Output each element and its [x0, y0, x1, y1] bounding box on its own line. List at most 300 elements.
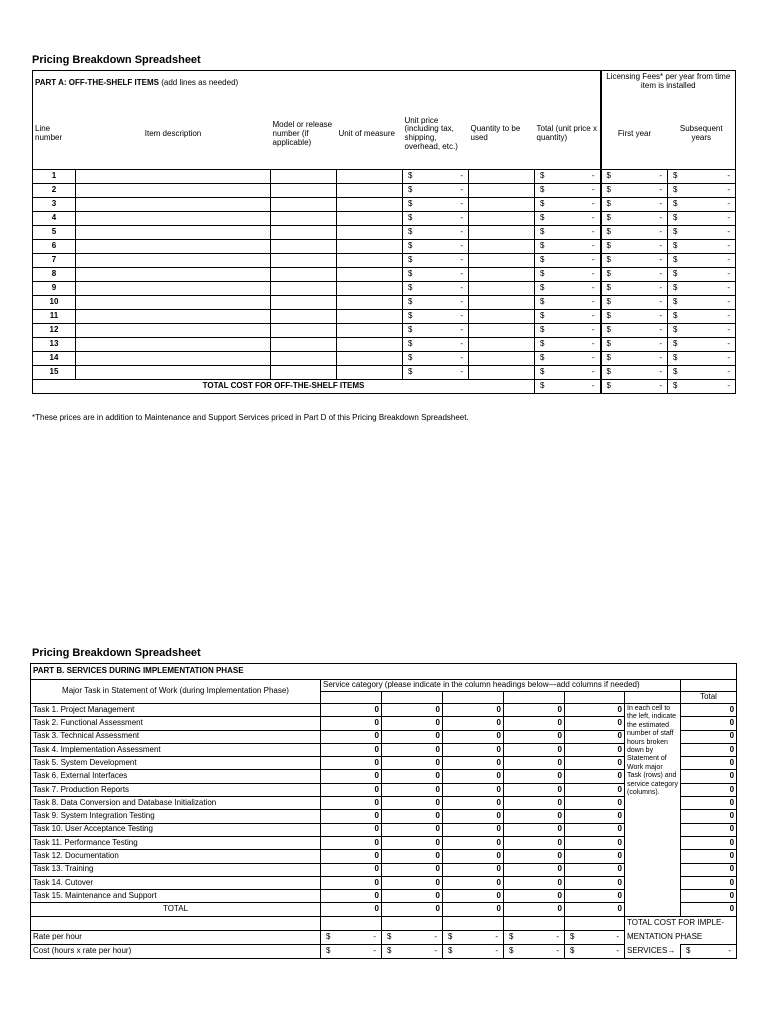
subsequent-years-cell: $ - [668, 282, 736, 296]
model-cell[interactable] [271, 282, 337, 296]
hours-cell[interactable]: 0 [504, 730, 565, 743]
hours-cell[interactable]: 0 [382, 850, 443, 863]
item-row [33, 212, 736, 226]
unit-price-cell: $ - [403, 296, 469, 310]
first-year-cell: $ - [601, 226, 668, 240]
quantity-cell[interactable] [469, 226, 535, 240]
hours-cell[interactable]: 0 [443, 717, 504, 730]
task-label: Task 11. Performance Testing [31, 836, 321, 849]
quantity-cell[interactable] [469, 366, 535, 380]
hours-cell[interactable]: 0 [382, 730, 443, 743]
hours-cell[interactable]: 0 [443, 850, 504, 863]
part-a-footnote: *These prices are in addition to Maintenance and Support Services priced in Part D of this Pricing Breakdown Spreadsheet. [32, 413, 469, 422]
quantity-cell[interactable] [469, 338, 535, 352]
task-label: Task 10. User Acceptance Testing [31, 823, 321, 836]
hours-cell[interactable]: 0 [443, 797, 504, 810]
unit-price-cell: $ - [403, 268, 469, 282]
first-year-cell: $ - [601, 212, 668, 226]
quantity-cell[interactable] [469, 310, 535, 324]
hours-cell[interactable]: 0 [443, 876, 504, 889]
first-year-cell: $ - [601, 198, 668, 212]
task-label: Task 2. Functional Assessment [31, 717, 321, 730]
task-label: Task 8. Data Conversion and Database Initialization [31, 797, 321, 810]
hours-cell[interactable]: 0 [321, 730, 382, 743]
hours-cell[interactable]: 0 [565, 743, 625, 756]
subsequent-years-cell: $ - [668, 226, 736, 240]
cost-label: Cost (hours x rate per hour) [31, 944, 321, 958]
col-subsequent-years: Subsequent years [668, 100, 736, 170]
column-total-cell[interactable]: 0 [382, 903, 443, 916]
item-description-cell[interactable] [76, 184, 271, 198]
hours-cell[interactable]: 0 [321, 823, 382, 836]
first-year-cell: $ - [601, 352, 668, 366]
line-number: 10 [33, 296, 76, 310]
item-description-cell[interactable] [76, 170, 271, 184]
hours-cell[interactable]: 0 [504, 757, 565, 770]
quantity-cell[interactable] [469, 254, 535, 268]
service-category-1 [321, 692, 382, 704]
subsequent-years-cell: $ - [668, 352, 736, 366]
unit-price-cell: $ - [403, 338, 469, 352]
hours-cell[interactable]: 0 [443, 823, 504, 836]
col-total: Total (unit price x quantity) [535, 100, 601, 170]
hours-cell[interactable]: 0 [321, 783, 382, 796]
service-category-header: Service category (please indicate in the column headings below—add columns if needed) [321, 680, 681, 692]
item-row [33, 184, 736, 198]
hours-cell[interactable]: 0 [321, 770, 382, 783]
col-item-description: Item description [76, 100, 271, 170]
total-cell: $ - [535, 240, 601, 254]
hours-cell[interactable]: 0 [504, 876, 565, 889]
item-row [33, 198, 736, 212]
rate-cell[interactable]: $ - [565, 930, 625, 944]
subsequent-years-cell: $ - [668, 212, 736, 226]
task-label: Task 7. Production Reports [31, 783, 321, 796]
hours-cell[interactable]: 0 [504, 704, 565, 717]
total-cell: $ - [535, 352, 601, 366]
subsequent-years-cell: $ - [668, 170, 736, 184]
total-cell: $ - [535, 170, 601, 184]
unit-measure-cell[interactable] [337, 184, 403, 198]
hours-cell[interactable]: 0 [443, 783, 504, 796]
hours-cell[interactable]: 0 [565, 704, 625, 717]
quantity-cell[interactable] [469, 324, 535, 338]
model-cell[interactable] [271, 310, 337, 324]
item-row [33, 366, 736, 380]
unit-measure-cell[interactable] [337, 282, 403, 296]
off-the-shelf-items-table [32, 70, 736, 394]
hours-cell[interactable]: 0 [443, 704, 504, 717]
hours-cell[interactable]: 0 [565, 717, 625, 730]
hours-cell[interactable]: 0 [382, 704, 443, 717]
hours-cell[interactable]: 0 [321, 743, 382, 756]
first-year-cell: $ - [601, 268, 668, 282]
total-cell: $ - [535, 324, 601, 338]
item-row [33, 170, 736, 184]
item-row [33, 296, 736, 310]
first-year-cell: $ - [601, 282, 668, 296]
cost-cell[interactable]: $ - [443, 944, 504, 958]
col-unit-price: Unit price (including tax, shipping, overhead, etc.) [403, 100, 469, 170]
part-a-page-title: Pricing Breakdown Spreadsheet [32, 54, 201, 66]
hours-cell[interactable]: 0 [504, 797, 565, 810]
rate-cell[interactable]: $ - [382, 930, 443, 944]
first-year-cell: $ - [601, 338, 668, 352]
unit-price-cell: $ - [403, 324, 469, 338]
cost-cell[interactable]: $ - [382, 944, 443, 958]
task-total-cell[interactable]: 0 [681, 850, 737, 863]
licensing-fees-header: Licensing Fees* per year from time item is installed [601, 71, 736, 100]
first-year-cell: $ - [601, 170, 668, 184]
model-cell[interactable] [271, 366, 337, 380]
model-cell[interactable] [271, 212, 337, 226]
hours-cell[interactable]: 0 [382, 890, 443, 903]
hours-cell[interactable]: 0 [321, 757, 382, 770]
line-number: 13 [33, 338, 76, 352]
task-total-cell[interactable]: 0 [681, 876, 737, 889]
task-total-cell[interactable]: 0 [681, 863, 737, 876]
model-cell[interactable] [271, 324, 337, 338]
first-year-total-value: $ - [601, 380, 668, 394]
first-year-cell: $ - [601, 310, 668, 324]
item-description-cell[interactable] [76, 282, 271, 296]
hours-cell[interactable]: 0 [321, 810, 382, 823]
line-number: 15 [33, 366, 76, 380]
line-number: 8 [33, 268, 76, 282]
hours-cell[interactable]: 0 [504, 783, 565, 796]
line-number: 2 [33, 184, 76, 198]
hours-cell[interactable]: 0 [443, 863, 504, 876]
task-total-cell[interactable]: 0 [681, 717, 737, 730]
line-number: 14 [33, 352, 76, 366]
column-total-cell[interactable]: 0 [443, 903, 504, 916]
line-number: 9 [33, 282, 76, 296]
part-b-page-title: Pricing Breakdown Spreadsheet [32, 647, 201, 659]
rate-cell[interactable]: $ - [321, 930, 382, 944]
hours-cell[interactable]: 0 [565, 730, 625, 743]
first-year-cell: $ - [601, 296, 668, 310]
model-cell[interactable] [271, 268, 337, 282]
unit-measure-cell[interactable] [337, 310, 403, 324]
hours-cell[interactable]: 0 [382, 757, 443, 770]
hours-cell[interactable]: 0 [321, 717, 382, 730]
hours-cell[interactable]: 0 [443, 743, 504, 756]
task-label: Task 14. Cutover [31, 876, 321, 889]
quantity-cell[interactable] [469, 170, 535, 184]
item-row [33, 352, 736, 366]
unit-measure-cell[interactable] [337, 268, 403, 282]
hours-cell[interactable]: 0 [382, 863, 443, 876]
item-description-cell[interactable] [76, 240, 271, 254]
first-year-cell: $ - [601, 240, 668, 254]
task-total-cell[interactable]: 0 [681, 836, 737, 849]
total-cost-label-2: MENTATION PHASE [625, 930, 737, 944]
unit-measure-cell[interactable] [337, 212, 403, 226]
hours-cell[interactable]: 0 [565, 890, 625, 903]
off-the-shelf-total-label: TOTAL COST FOR OFF-THE-SHELF ITEMS [33, 380, 535, 394]
hours-cell[interactable]: 0 [382, 717, 443, 730]
hours-cell[interactable]: 0 [504, 850, 565, 863]
hours-cell[interactable]: 0 [382, 823, 443, 836]
subsequent-years-cell: $ - [668, 324, 736, 338]
task-total-cell[interactable]: 0 [681, 890, 737, 903]
unit-price-cell: $ - [403, 226, 469, 240]
hours-cell[interactable]: 0 [565, 797, 625, 810]
item-description-cell[interactable] [76, 324, 271, 338]
task-total-cell[interactable]: 0 [681, 783, 737, 796]
hours-cell[interactable]: 0 [321, 836, 382, 849]
unit-price-cell: $ - [403, 366, 469, 380]
total-cell: $ - [535, 268, 601, 282]
hours-cell[interactable]: 0 [382, 743, 443, 756]
task-total-cell[interactable]: 0 [681, 704, 737, 717]
item-row [33, 240, 736, 254]
instruction-note: In each cell to the left, indicate the estimated number of staff hours broken down by Statement of Work major Task (rows) and service category (columns). [625, 704, 681, 917]
line-number: 12 [33, 324, 76, 338]
task-total-cell[interactable]: 0 [681, 743, 737, 756]
first-year-cell: $ - [601, 184, 668, 198]
item-description-cell[interactable] [76, 254, 271, 268]
part-b-heading: PART B. SERVICES DURING IMPLEMENTATION PHASE [31, 664, 737, 680]
subsequent-years-total-value: $ - [668, 380, 736, 394]
total-cell: $ - [535, 212, 601, 226]
hours-cell[interactable]: 0 [321, 876, 382, 889]
column-total-cell[interactable]: 0 [504, 903, 565, 916]
subsequent-years-cell: $ - [668, 198, 736, 212]
hours-cell[interactable]: 0 [565, 863, 625, 876]
unit-measure-cell[interactable] [337, 198, 403, 212]
unit-measure-cell[interactable] [337, 170, 403, 184]
total-cost-label-3: SERVICES→ [625, 944, 681, 958]
cost-cell[interactable]: $ - [321, 944, 382, 958]
hours-cell[interactable]: 0 [382, 797, 443, 810]
unit-price-cell: $ - [403, 212, 469, 226]
item-row [33, 324, 736, 338]
col-first-year: First year [601, 100, 668, 170]
unit-price-cell: $ - [403, 254, 469, 268]
total-cell: $ - [535, 254, 601, 268]
quantity-cell[interactable] [469, 240, 535, 254]
hours-cell[interactable]: 0 [504, 810, 565, 823]
grand-total-hours[interactable]: 0 [681, 903, 737, 916]
cost-cell[interactable]: $ - [565, 944, 625, 958]
hours-cell[interactable]: 0 [565, 757, 625, 770]
hours-cell[interactable]: 0 [565, 836, 625, 849]
quantity-cell[interactable] [469, 184, 535, 198]
col-line-number: Line number [33, 100, 76, 170]
rate-per-hour-label: Rate per hour [31, 930, 321, 944]
hours-cell[interactable]: 0 [382, 783, 443, 796]
unit-measure-cell[interactable] [337, 240, 403, 254]
model-cell[interactable] [271, 296, 337, 310]
rate-cell[interactable]: $ - [504, 930, 565, 944]
hours-cell[interactable]: 0 [443, 757, 504, 770]
task-label: Task 4. Implementation Assessment [31, 743, 321, 756]
implementation-services-table [30, 663, 737, 959]
quantity-cell[interactable] [469, 352, 535, 366]
model-cell[interactable] [271, 184, 337, 198]
hours-cell[interactable]: 0 [382, 876, 443, 889]
hours-cell[interactable]: 0 [504, 890, 565, 903]
unit-price-cell: $ - [403, 170, 469, 184]
item-description-cell[interactable] [76, 198, 271, 212]
subsequent-years-cell: $ - [668, 296, 736, 310]
hours-cell[interactable]: 0 [565, 876, 625, 889]
item-description-cell[interactable] [76, 338, 271, 352]
hours-cell[interactable]: 0 [565, 810, 625, 823]
hours-cell[interactable]: 0 [321, 850, 382, 863]
task-total-cell[interactable]: 0 [681, 757, 737, 770]
item-row [33, 310, 736, 324]
task-label: Task 13. Training [31, 863, 321, 876]
unit-measure-cell[interactable] [337, 324, 403, 338]
first-year-cell: $ - [601, 366, 668, 380]
hours-cell[interactable]: 0 [504, 743, 565, 756]
line-number: 4 [33, 212, 76, 226]
task-total-cell[interactable]: 0 [681, 730, 737, 743]
hours-cell[interactable]: 0 [443, 890, 504, 903]
task-label: Task 3. Technical Assessment [31, 730, 321, 743]
model-cell[interactable] [271, 170, 337, 184]
total-header: Total [681, 692, 737, 704]
hours-cell[interactable]: 0 [565, 770, 625, 783]
task-total-cell[interactable]: 0 [681, 823, 737, 836]
total-cell: $ - [535, 310, 601, 324]
subsequent-years-cell: $ - [668, 310, 736, 324]
hours-cell[interactable]: 0 [565, 823, 625, 836]
task-label: Task 5. System Development [31, 757, 321, 770]
hours-cell[interactable]: 0 [565, 783, 625, 796]
hours-cell[interactable]: 0 [382, 836, 443, 849]
quantity-cell[interactable] [469, 282, 535, 296]
hours-cell[interactable]: 0 [504, 770, 565, 783]
unit-measure-cell[interactable] [337, 296, 403, 310]
column-total-cell[interactable]: 0 [321, 903, 382, 916]
hours-cell[interactable]: 0 [321, 797, 382, 810]
hours-cell[interactable]: 0 [443, 730, 504, 743]
item-row [33, 226, 736, 240]
hours-cell[interactable]: 0 [504, 823, 565, 836]
col-model-release: Model or release number (if applicable) [271, 100, 337, 170]
unit-price-cell: $ - [403, 240, 469, 254]
cost-cell[interactable]: $ - [504, 944, 565, 958]
hours-cell[interactable]: 0 [321, 890, 382, 903]
unit-price-cell: $ - [403, 198, 469, 212]
total-cell: $ - [535, 338, 601, 352]
hours-cell[interactable]: 0 [321, 704, 382, 717]
task-label: Task 15. Maintenance and Support [31, 890, 321, 903]
model-cell[interactable] [271, 338, 337, 352]
hours-cell[interactable]: 0 [504, 836, 565, 849]
line-number: 1 [33, 170, 76, 184]
model-cell[interactable] [271, 254, 337, 268]
unit-price-cell: $ - [403, 282, 469, 296]
total-cell: $ - [535, 366, 601, 380]
item-description-cell[interactable] [76, 212, 271, 226]
unit-price-cell: $ - [403, 184, 469, 198]
hours-cell[interactable]: 0 [443, 810, 504, 823]
task-label: Task 9. System Integration Testing [31, 810, 321, 823]
quantity-cell[interactable] [469, 268, 535, 282]
first-year-cell: $ - [601, 254, 668, 268]
service-category-3 [443, 692, 504, 704]
col-quantity: Quantity to be used [469, 100, 535, 170]
unit-price-cell: $ - [403, 352, 469, 366]
task-label: Task 6. External Interfaces [31, 770, 321, 783]
hours-cell[interactable]: 0 [565, 850, 625, 863]
item-description-cell[interactable] [76, 268, 271, 282]
subsequent-years-cell: $ - [668, 268, 736, 282]
hours-cell[interactable]: 0 [504, 863, 565, 876]
column-total-cell[interactable]: 0 [565, 903, 625, 916]
unit-measure-cell[interactable] [337, 254, 403, 268]
first-year-cell: $ - [601, 324, 668, 338]
total-row-label: TOTAL [31, 903, 321, 916]
quantity-cell[interactable] [469, 198, 535, 212]
quantity-cell[interactable] [469, 212, 535, 226]
subsequent-years-cell: $ - [668, 254, 736, 268]
line-number: 7 [33, 254, 76, 268]
line-number: 11 [33, 310, 76, 324]
model-cell[interactable] [271, 352, 337, 366]
task-row [31, 704, 737, 717]
unit-price-cell: $ - [403, 310, 469, 324]
major-task-header: Major Task in Statement of Work (during Implementation Phase) [31, 680, 321, 704]
line-number: 3 [33, 198, 76, 212]
service-category-5 [565, 692, 625, 704]
model-cell[interactable] [271, 226, 337, 240]
model-cell[interactable] [271, 240, 337, 254]
item-row [33, 338, 736, 352]
hours-cell[interactable]: 0 [504, 717, 565, 730]
rate-cell[interactable]: $ - [443, 930, 504, 944]
item-description-cell[interactable] [76, 366, 271, 380]
task-total-cell[interactable]: 0 [681, 810, 737, 823]
task-total-cell[interactable]: 0 [681, 797, 737, 810]
model-cell[interactable] [271, 198, 337, 212]
hours-cell[interactable]: 0 [382, 770, 443, 783]
hours-cell[interactable]: 0 [382, 810, 443, 823]
hours-cell[interactable]: 0 [443, 770, 504, 783]
item-row [33, 282, 736, 296]
total-cell: $ - [535, 184, 601, 198]
hours-cell[interactable]: 0 [321, 863, 382, 876]
total-cell: $ - [535, 226, 601, 240]
total-cell: $ - [535, 198, 601, 212]
total-cell: $ - [535, 282, 601, 296]
quantity-cell[interactable] [469, 296, 535, 310]
item-description-cell[interactable] [76, 226, 271, 240]
total-implementation-cost[interactable]: $ - [681, 944, 737, 958]
subsequent-years-cell: $ - [668, 366, 736, 380]
unit-measure-cell[interactable] [337, 338, 403, 352]
task-total-cell[interactable]: 0 [681, 770, 737, 783]
unit-measure-cell[interactable] [337, 352, 403, 366]
unit-measure-cell[interactable] [337, 226, 403, 240]
item-row [33, 254, 736, 268]
line-number: 5 [33, 226, 76, 240]
item-description-cell[interactable] [76, 352, 271, 366]
subsequent-years-cell: $ - [668, 184, 736, 198]
subsequent-years-cell: $ - [668, 240, 736, 254]
task-label: Task 12. Documentation [31, 850, 321, 863]
unit-measure-cell[interactable] [337, 366, 403, 380]
hours-cell[interactable]: 0 [443, 836, 504, 849]
task-label: Task 1. Project Management [31, 704, 321, 717]
item-description-cell[interactable] [76, 310, 271, 324]
item-description-cell[interactable] [76, 296, 271, 310]
total-cell: $ - [535, 296, 601, 310]
